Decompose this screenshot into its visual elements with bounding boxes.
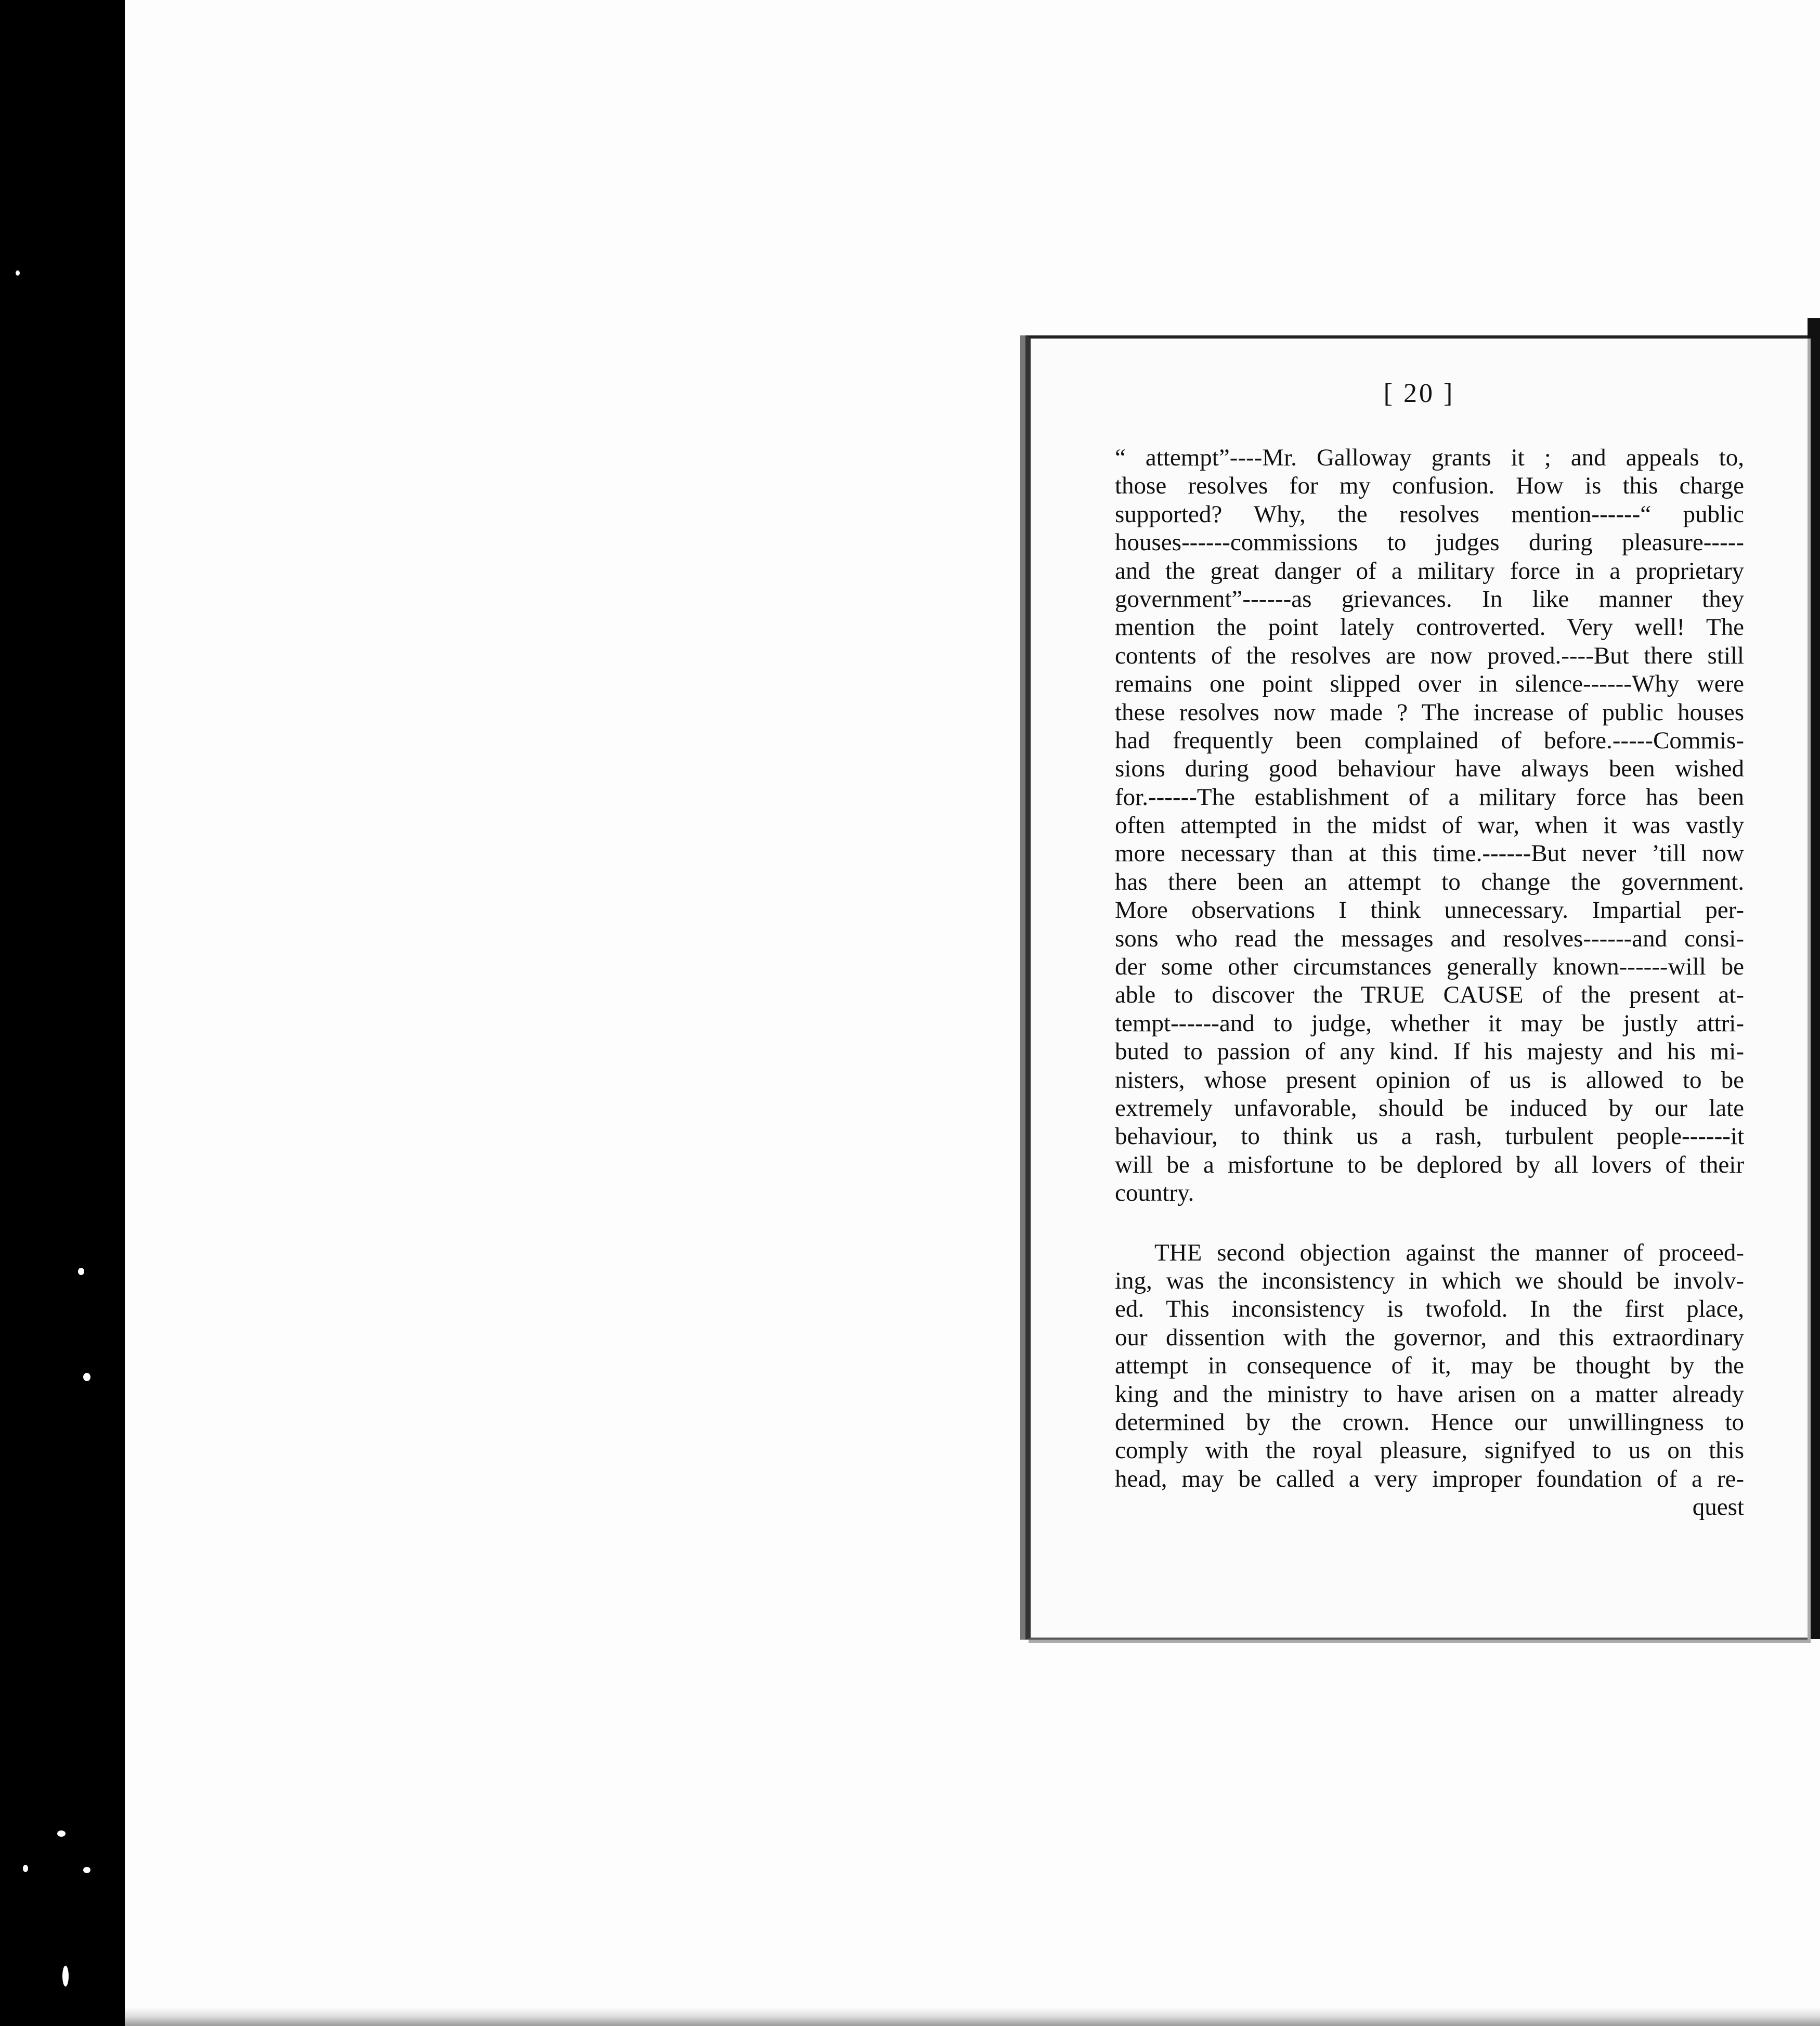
text-line: has there been an attempt to change the government. [1115,868,1744,895]
text-line: ed. This inconsistency is twofold. In the first place, [1115,1295,1744,1323]
scan-bottom-edge [125,2007,1820,2026]
page-number: [ 20 ] [1383,379,1455,408]
text-line: sions during good behaviour have always been wished [1115,755,1744,783]
text-line: supported? Why, the resolves mention------“ public [1115,500,1744,528]
text-line: country. [1115,1179,1194,1207]
text-line: king and the ministry to have arisen on a matter already [1115,1380,1744,1408]
text-line: government”------as grievances. In like manner they [1115,585,1744,613]
text-line: nisters, whose present opinion of us is allowed to be [1115,1066,1744,1094]
text-line: remains one point slipped over in silence------Why were [1115,670,1744,698]
text-line: comply with the royal pleasure, signifyed to us on this [1115,1437,1744,1464]
text-line: our dissention with the governor, and this extraordinary [1115,1323,1744,1351]
text-line: tempt------and to judge, whether it may be justly attri- [1115,1009,1744,1037]
text-line: often attempted in the midst of war, when it was vastly [1115,812,1744,839]
text-line: will be a misfortune to be deplored by all lovers of their [1115,1151,1744,1178]
catchword: quest [1692,1493,1744,1521]
text-line: those resolves for my confusion. How is this charge [1115,472,1744,500]
text-line: sons who read the messages and resolves------and consi- [1115,925,1744,952]
text-line: able to discover the TRUE CAUSE of the present at- [1115,981,1744,1009]
text-line: THE second objection against the manner of proceed- [1154,1239,1744,1266]
text-line: and the great danger of a military force in a proprietary [1115,557,1744,585]
paragraph-gap [1115,1207,1744,1239]
page-text [1115,444,1744,1521]
book-page [1025,335,1808,1640]
text-line: had frequently been complained of before.-----Commis- [1115,726,1744,754]
paragraph-2 [1115,1239,1744,1493]
text-line: attempt in consequence of it, may be thought by the [1115,1352,1744,1380]
text-line: der some other circumstances generally known------will be [1115,953,1744,981]
text-line: determined by the crown. Hence our unwillingness to [1115,1408,1744,1436]
text-line: behaviour, to think us a rash, turbulent people------it [1115,1123,1744,1150]
text-line: ing, was the inconsistency in which we should be involv- [1115,1267,1744,1294]
text-line: for.------The establishment of a military force has been [1115,783,1744,811]
text-line: More observations I think unnecessary. Impartial per- [1115,897,1744,924]
paragraph-1 [1115,444,1744,1207]
text-line: mention the point lately controverted. Very well! The [1115,614,1744,641]
text-line: more necessary than at this time.------But never ’till now [1115,840,1744,867]
text-line: head, may be called a very improper foundation of a re- [1115,1465,1744,1492]
text-line: “ attempt”----Mr. Galloway grants it ; and appeals to, [1115,444,1744,471]
text-line: these resolves now made ? The increase of public houses [1115,698,1744,726]
page-edge-shadow [1808,318,1820,1639]
text-line: buted to passion of any kind. If his majesty and his mi- [1115,1038,1744,1066]
scanner-edge [0,0,125,2026]
text-line: contents of the resolves are now proved.----But there still [1115,642,1744,669]
text-line: houses------commissions to judges during pleasure----- [1115,529,1744,556]
text-line: extremely unfavorable, should be induced by our late [1115,1094,1744,1122]
